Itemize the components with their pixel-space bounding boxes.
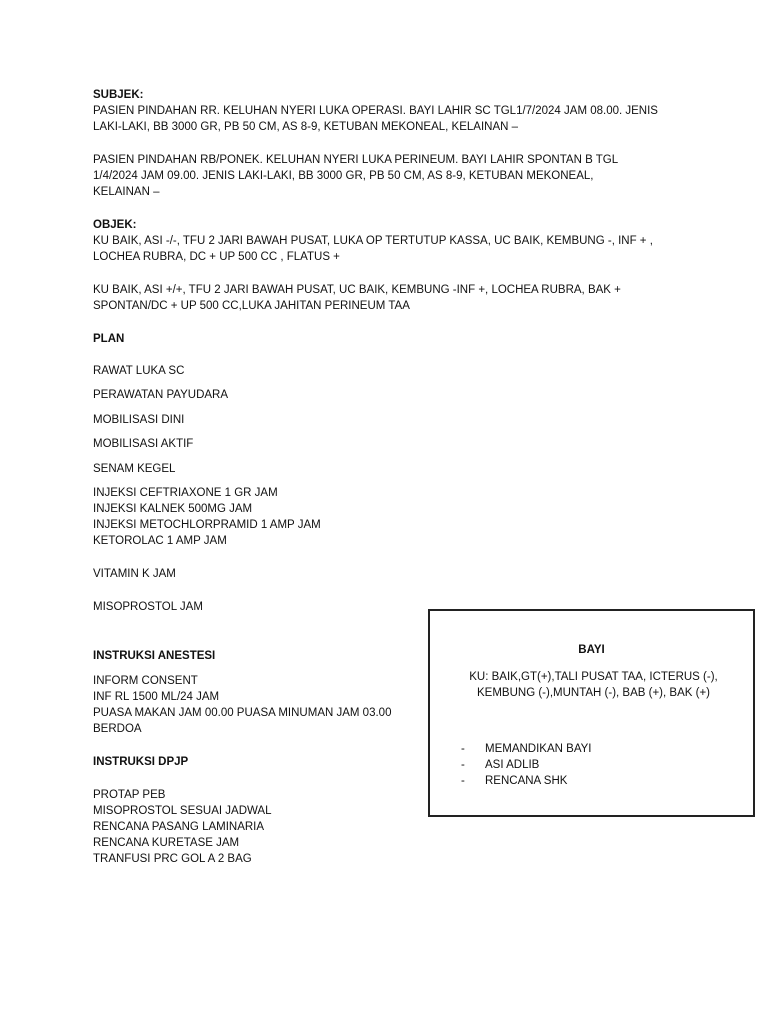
dash-bullet: - [461,759,465,771]
dpjp-line: RENCANA PASANG LAMINARIA [93,820,265,833]
subjek-paragraph-1 [93,103,693,135]
plan-item: RAWAT LUKA SC [93,365,185,377]
objek-p2-line-2: SPONTAN/DC + UP 500 CC,LUKA JAHITAN PERINEUM TAA [93,300,410,312]
plan-heading: PLAN [93,333,125,345]
list-item [461,757,592,773]
list-item [461,741,592,757]
bayi-plan-item: ASI ADLIB [485,759,540,771]
bayi-desc-line-1: KU: BAIK,GT(+),TALI PUSAT TAA, ICTERUS (-), [469,671,718,683]
objek-paragraph-2 [93,282,693,314]
dpjp-line: MISOPROSTOL SESUAI JADWAL [93,804,272,817]
plan-item: SENAM KEGEL [93,462,176,475]
injection-line: INJEKSI METOCHLORPRAMID 1 AMP JAM [93,518,321,531]
bayi-description [440,669,747,701]
dash-bullet: - [461,743,465,755]
anestesi-line: BERDOA [93,722,142,735]
plan-item: PERAWATAN PAYUDARA [93,389,229,402]
injection-line: KETOROLAC 1 AMP JAM [93,534,227,547]
subjek-p2-line-1: PASIEN PINDAHAN RB/PONEK. KELUHAN NYERI LUKA PERINEUM. BAYI LAHIR SPONTAN B TGL [93,154,619,166]
bayi-box [428,609,755,817]
subjek-p2-line-3: KELAINAN – [93,186,160,198]
anestesi-line: INF RL 1500 ML/24 JAM [93,690,220,703]
anestesi-line: INFORM CONSENT [93,674,198,687]
dpjp-heading: INSTRUKSI DPJP [93,755,189,768]
subjek-heading: SUBJEK: [93,89,144,101]
vitamin-k-line: VITAMIN K JAM [93,567,176,580]
bayi-desc-line-2: KEMBUNG (-),MUNTAH (-), BAB (+), BAK (+) [477,687,710,699]
objek-paragraph-1 [93,233,693,265]
bayi-plan-item: RENCANA SHK [485,775,568,787]
plan-item: MOBILISASI DINI [93,413,185,426]
injection-line: INJEKSI CEFTRIAXONE 1 GR JAM [93,486,278,499]
objek-p2-line-1: KU BAIK, ASI +/+, TFU 2 JARI BAWAH PUSAT, UC BAIK, KEMBUNG -INF +, LOCHEA RUBRA, BAK + [93,284,621,296]
subjek-p1-line-1: PASIEN PINDAHAN RR. KELUHAN NYERI LUKA OPERASI. BAYI LAHIR SC TGL1/7/2024 JAM 08.00. JENIS [93,105,658,117]
subjek-paragraph-2 [93,152,693,200]
objek-p1-line-2: LOCHEA RUBRA, DC + UP 500 CC , FLATUS + [93,251,340,263]
injection-line: INJEKSI KALNEK 500MG JAM [93,502,253,515]
objek-heading: OBJEK: [93,219,137,231]
dpjp-line: RENCANA KURETASE JAM [93,836,240,849]
bayi-title: BAYI [578,644,605,656]
list-item [461,773,592,789]
bayi-plan-list [461,741,592,789]
dpjp-line: PROTAP PEB [93,788,166,801]
subjek-p2-line-2: 1/4/2024 JAM 09.00. JENIS LAKI-LAKI, BB 3000 GR, PB 50 CM, AS 8-9, KETUBAN MEKONEAL, [93,170,594,182]
objek-p1-line-1: KU BAIK, ASI -/-, TFU 2 JARI BAWAH PUSAT, LUKA OP TERTUTUP KASSA, UC BAIK, KEMBUNG -, INF + , [93,235,653,247]
anestesi-heading: INSTRUKSI ANESTESI [93,649,216,662]
plan-item: MOBILISASI AKTIF [93,438,194,451]
anestesi-line: PUASA MAKAN JAM 00.00 PUASA MINUMAN JAM 03.00 [93,706,392,719]
dpjp-line: TRANFUSI PRC GOL A 2 BAG [93,852,252,865]
bayi-plan-item: MEMANDIKAN BAYI [485,743,592,755]
dash-bullet: - [461,775,465,787]
subjek-p1-line-2: LAKI-LAKI, BB 3000 GR, PB 50 CM, AS 8-9, KETUBAN MEKONEAL, KELAINAN – [93,121,519,133]
misoprostol-line: MISOPROSTOL JAM [93,600,203,613]
plan-injections [93,485,693,549]
